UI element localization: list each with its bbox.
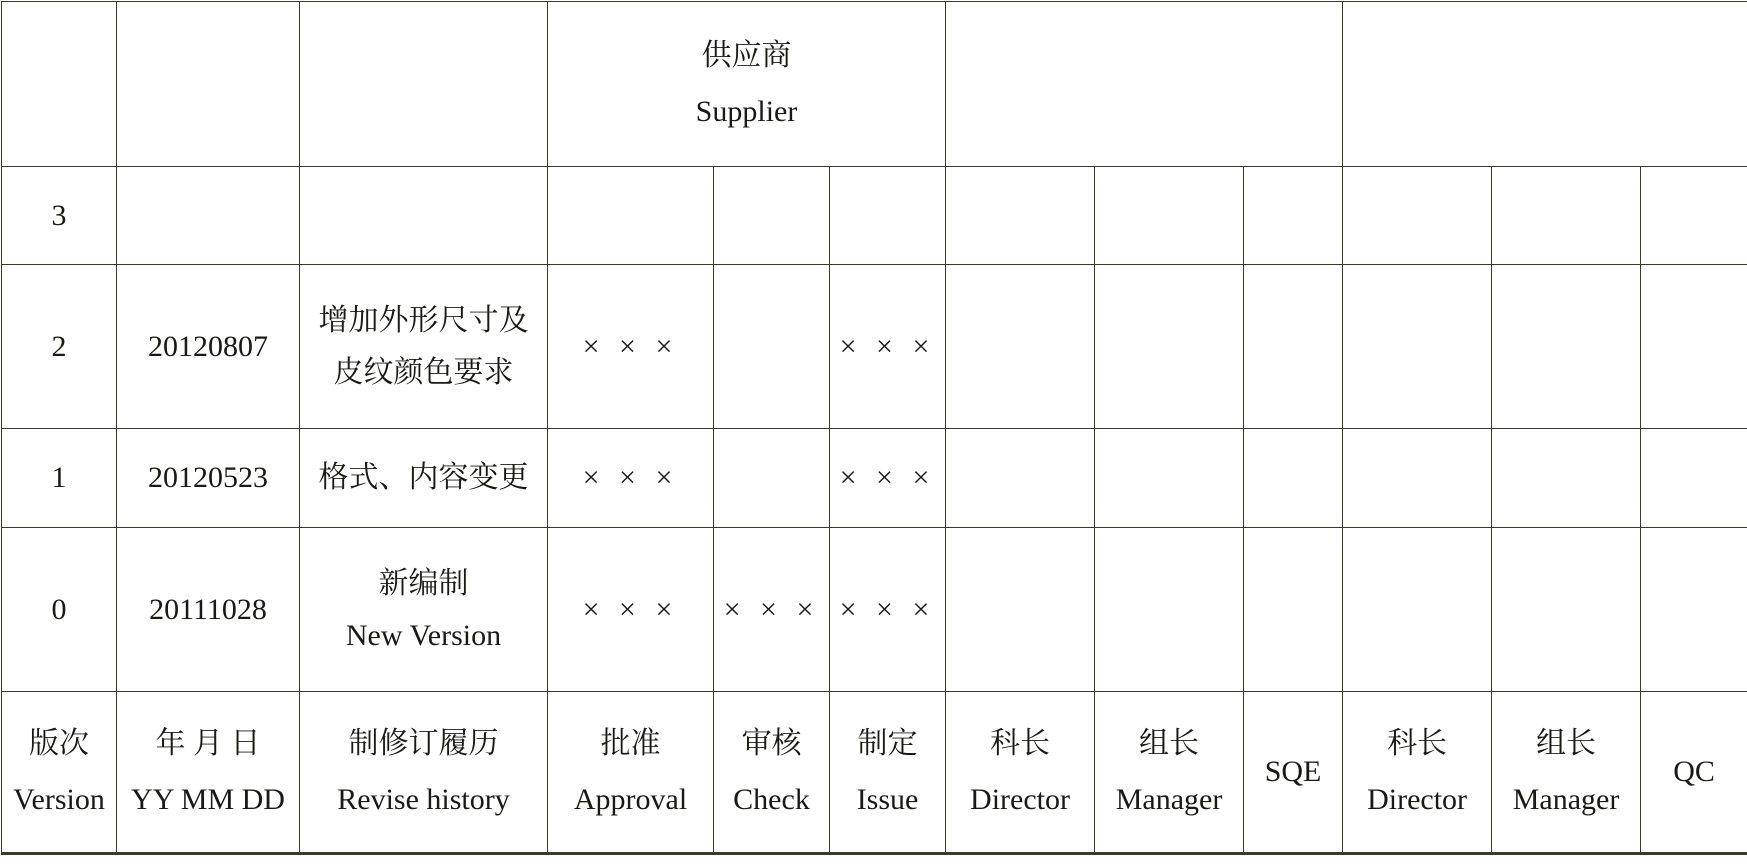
sqe-cell — [1244, 265, 1343, 429]
director-1-cell — [946, 528, 1095, 692]
history-cell — [300, 265, 548, 429]
footer-sqe: SQE — [1244, 692, 1343, 854]
director-2-cell — [1343, 167, 1492, 265]
qc-cell — [1641, 528, 1747, 692]
sqe-cell — [1244, 167, 1343, 265]
director-2-cell — [1343, 528, 1492, 692]
footer-history-cn: 制修订履历 — [348, 727, 499, 760]
check-cell — [714, 429, 830, 528]
footer-date-en: YY MM DD — [131, 783, 285, 816]
history-line: 皮纹颜色要求 — [333, 355, 514, 389]
header-blank-version — [2, 2, 117, 167]
supplier-header-cn: 供应商 — [701, 39, 792, 72]
table-row — [2, 528, 1747, 692]
approval-cell: × × × — [548, 429, 714, 528]
manager-1-cell — [1095, 429, 1244, 528]
footer-manager-1-en: Manager — [1115, 783, 1223, 816]
date-cell: 20120523 — [117, 429, 300, 528]
manager-2-cell — [1492, 429, 1641, 528]
footer-issue-en: Issue — [856, 783, 919, 816]
footer-manager-2-en: Manager — [1512, 783, 1620, 816]
approval-cell: × × × — [548, 528, 714, 692]
footer-director-2-cn: 科长 — [1387, 727, 1448, 760]
footer-approval-cn: 批准 — [600, 727, 661, 760]
date-cell: 20111028 — [117, 528, 300, 692]
footer-date-cn: 年 月 日 — [155, 727, 261, 760]
header-row — [2, 2, 1747, 167]
header-blank-group-1 — [946, 2, 1343, 167]
footer-director-1 — [946, 692, 1095, 854]
revision-history-table — [1, 1, 1747, 855]
sqe-cell — [1244, 528, 1343, 692]
footer-approval-en: Approval — [573, 783, 688, 816]
history-line: 增加外形尺寸及 — [318, 303, 529, 337]
approval-cell — [548, 167, 714, 265]
footer-director-2-en: Director — [1367, 783, 1468, 816]
history-line: 格式、内容变更 — [318, 461, 529, 494]
footer-date — [117, 692, 300, 854]
footer-director-1-cn: 科长 — [990, 727, 1051, 760]
manager-1-cell — [1095, 265, 1244, 429]
check-cell — [714, 265, 830, 429]
qc-cell — [1641, 167, 1747, 265]
issue-cell: × × × — [830, 265, 946, 429]
footer-manager-1 — [1095, 692, 1244, 854]
issue-cell: × × × — [830, 528, 946, 692]
footer-check-cn: 审核 — [741, 727, 802, 760]
history-cell — [300, 167, 548, 265]
version-cell: 2 — [2, 265, 117, 429]
footer-manager-2 — [1492, 692, 1641, 854]
footer-check — [714, 692, 830, 854]
table-row — [2, 265, 1747, 429]
issue-cell: × × × — [830, 429, 946, 528]
footer-issue-cn: 制定 — [857, 727, 918, 760]
table-row — [2, 429, 1747, 528]
footer-issue — [830, 692, 946, 854]
footer-version-cn: 版次 — [29, 727, 89, 760]
header-blank-date — [117, 2, 300, 167]
footer-version — [2, 692, 117, 854]
director-1-cell — [946, 265, 1095, 429]
history-line: 新编制 — [378, 566, 469, 600]
header-blank-group-2 — [1343, 2, 1747, 167]
footer-director-1-en: Director — [970, 783, 1070, 816]
version-cell: 1 — [2, 429, 117, 528]
footer-manager-1-cn: 组长 — [1139, 727, 1200, 760]
footer-manager-2-cn: 组长 — [1536, 727, 1597, 760]
director-2-cell — [1343, 429, 1492, 528]
date-cell — [117, 167, 300, 265]
manager-2-cell — [1492, 528, 1641, 692]
manager-2-cell — [1492, 265, 1641, 429]
footer-history-en: Revise history — [337, 783, 510, 816]
footer-approval — [548, 692, 714, 854]
footer-director-2 — [1343, 692, 1492, 854]
manager-2-cell — [1492, 167, 1641, 265]
check-cell — [714, 167, 830, 265]
footer-qc: QC — [1641, 692, 1747, 854]
director-1-cell — [946, 429, 1095, 528]
footer-check-en: Check — [733, 783, 810, 816]
approval-cell: × × × — [548, 265, 714, 429]
director-2-cell — [1343, 265, 1492, 429]
history-cell — [300, 528, 548, 692]
header-blank-history — [300, 2, 548, 167]
issue-cell — [830, 167, 946, 265]
date-cell: 20120807 — [117, 265, 300, 429]
history-line: New Version — [345, 618, 502, 652]
qc-cell — [1641, 265, 1747, 429]
history-cell — [300, 429, 548, 528]
footer-label-row — [2, 692, 1747, 854]
manager-1-cell — [1095, 167, 1244, 265]
table-row — [2, 167, 1747, 265]
supplier-header-en: Supplier — [695, 95, 798, 128]
version-cell: 3 — [2, 167, 117, 265]
supplier-header — [548, 2, 946, 167]
manager-1-cell — [1095, 528, 1244, 692]
check-cell: × × × — [714, 528, 830, 692]
qc-cell — [1641, 429, 1747, 528]
footer-version-en: Version — [13, 783, 105, 816]
footer-history — [300, 692, 548, 854]
sqe-cell — [1244, 429, 1343, 528]
director-1-cell — [946, 167, 1095, 265]
version-cell: 0 — [2, 528, 117, 692]
